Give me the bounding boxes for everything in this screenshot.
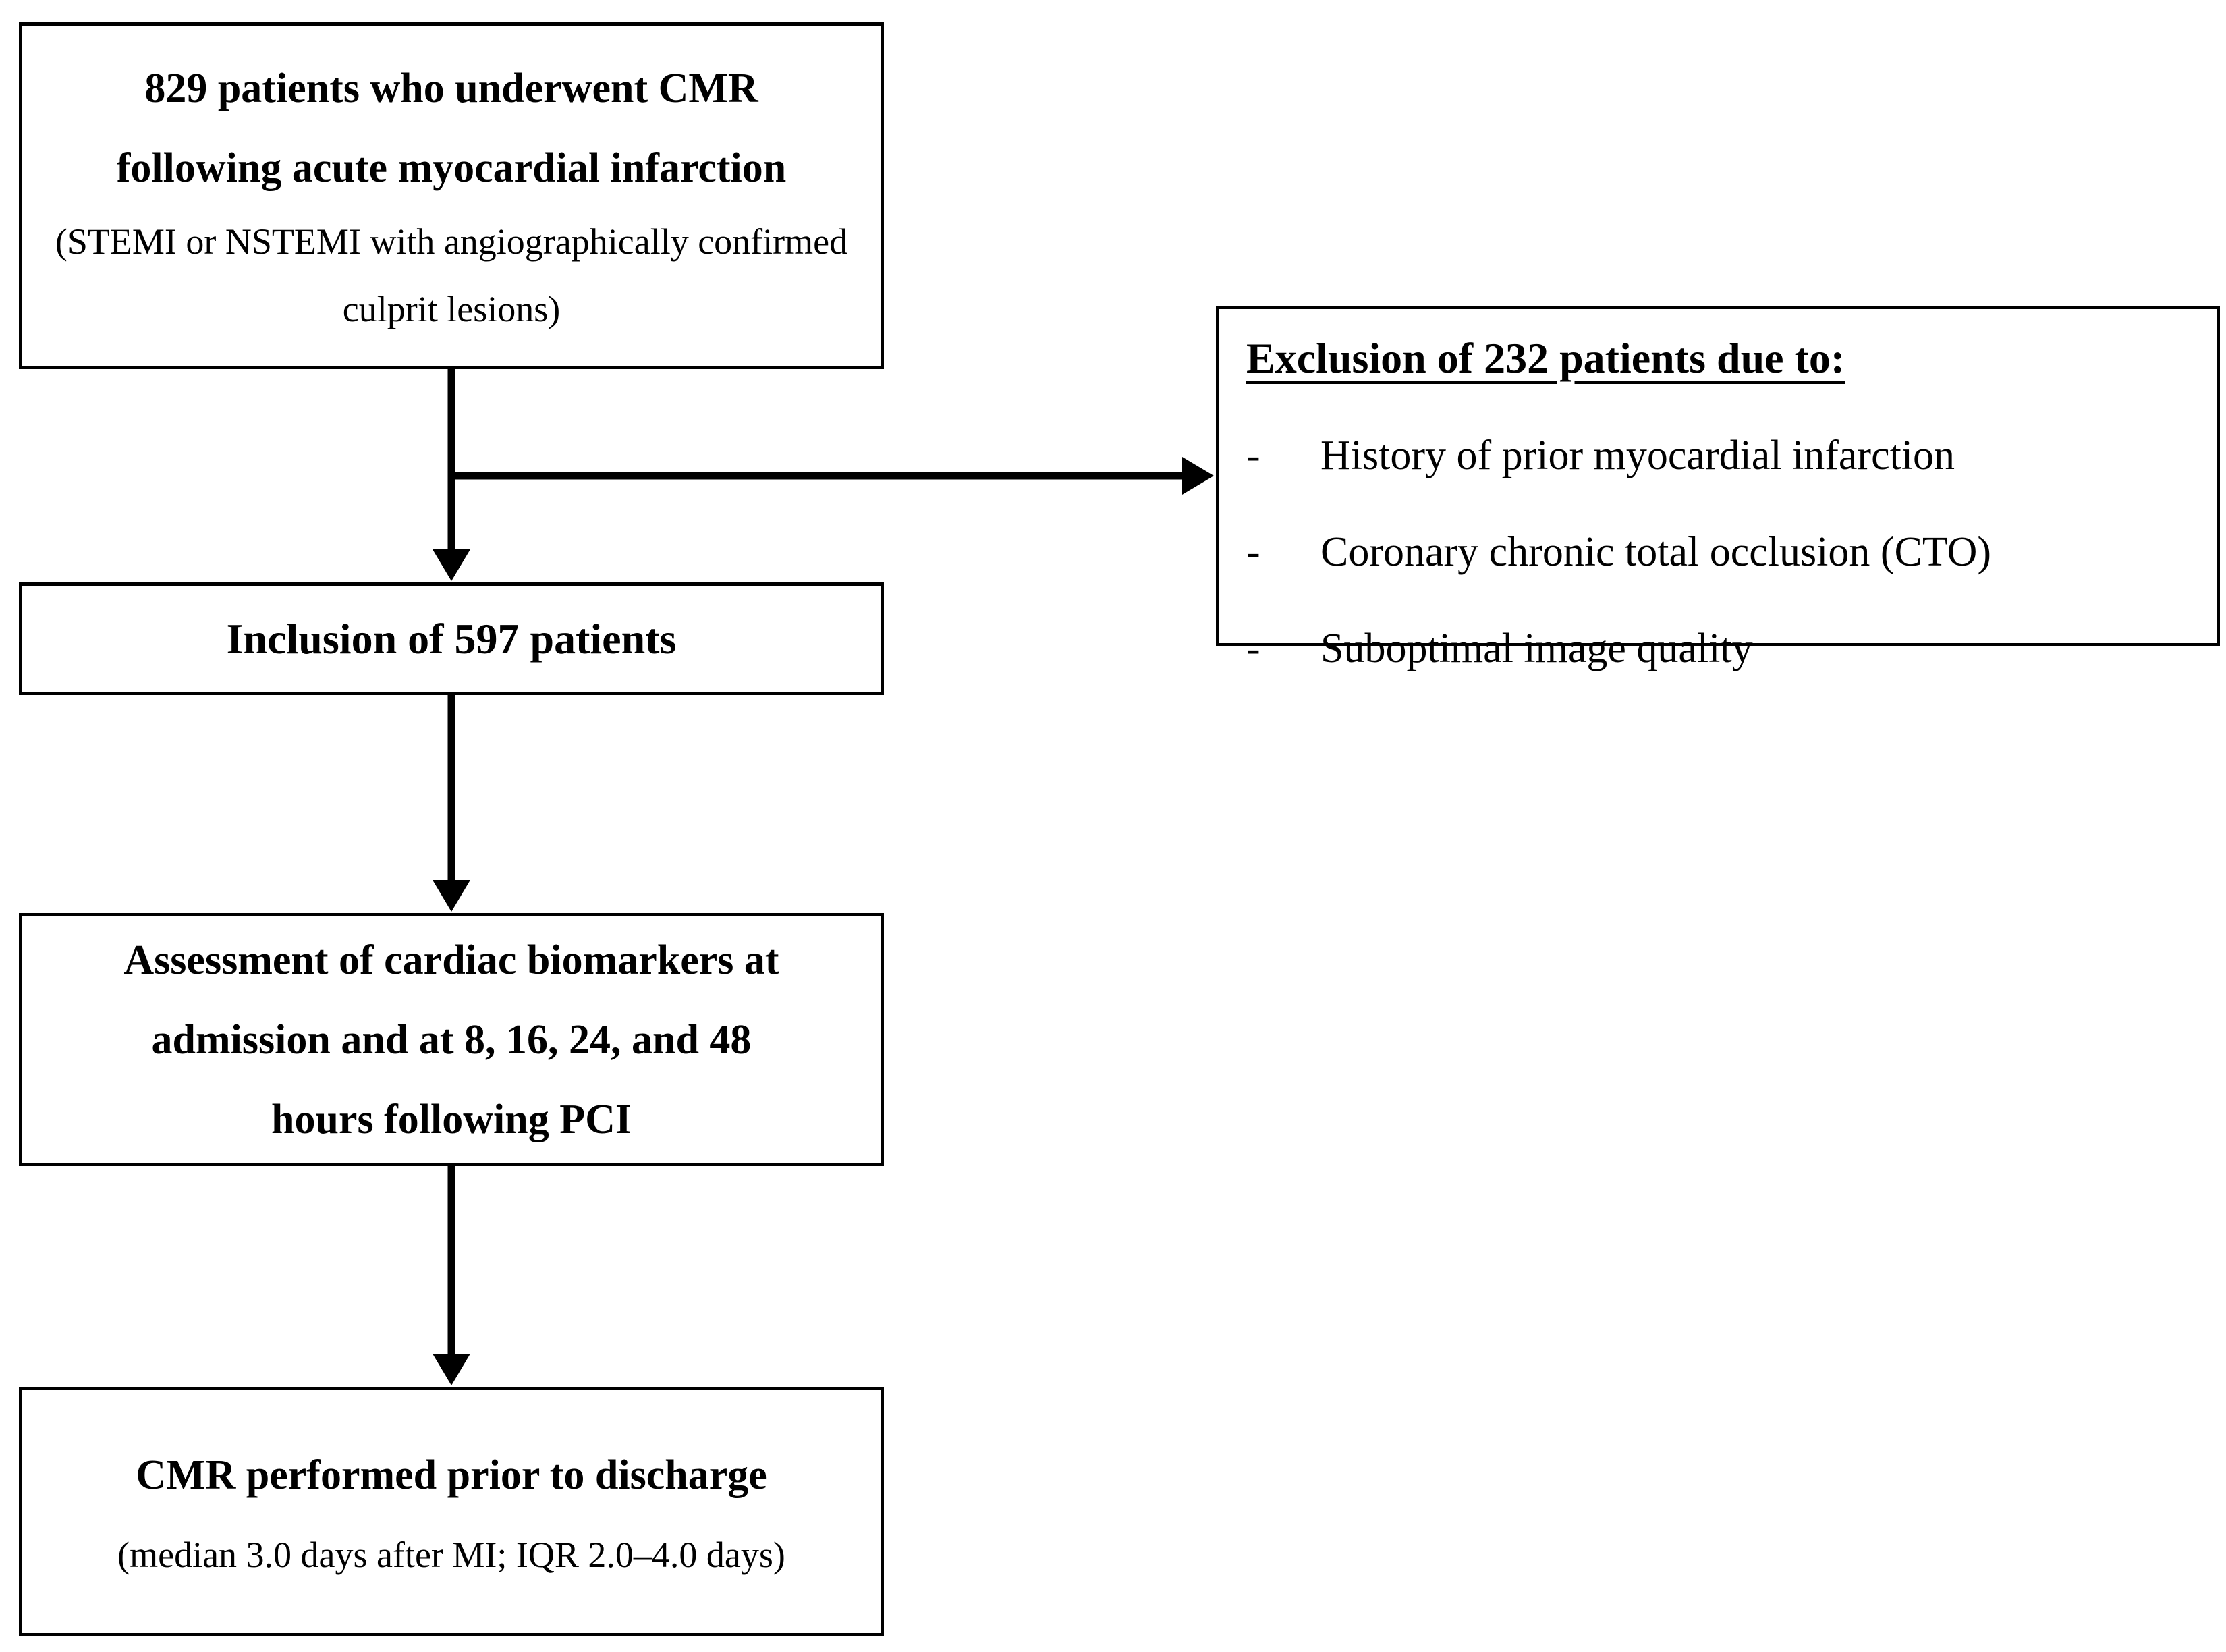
arrow-head-branch-to-exclusion	[1182, 457, 1214, 495]
initial-population-box	[19, 22, 884, 369]
exclusion-bullet-dash: -	[1246, 433, 1260, 478]
cmr-discharge-line1: CMR performed prior to discharge	[136, 1452, 767, 1498]
exclusion-item	[1246, 528, 2190, 576]
initial-population-line1: 829 patients who underwent CMR	[144, 65, 758, 111]
exclusion-item	[1246, 432, 2190, 480]
arrow-head-initial-to-inclusion	[433, 549, 470, 581]
exclusion-item	[1246, 625, 2190, 673]
exclusion-header: Exclusion of 232 patients due to:	[1246, 334, 1845, 382]
biomarker-assessment-line3: hours following PCI	[271, 1096, 632, 1142]
biomarker-assessment-line2: admission and at 8, 16, 24, and 48	[151, 1016, 752, 1063]
exclusion-item-label: Coronary chronic total occlusion (CTO)	[1320, 529, 1992, 575]
cmr-discharge-box	[19, 1387, 884, 1636]
inclusion-text: Inclusion of 597 patients	[226, 614, 677, 663]
exclusion-box	[1216, 306, 2220, 671]
exclusion-bullet-dash: -	[1246, 529, 1260, 575]
arrow-head-inclusion-to-assessment	[433, 880, 470, 912]
arrow-head-assessment-to-cmr	[433, 1354, 470, 1385]
exclusion-bullet-dash: -	[1246, 626, 1260, 671]
cmr-discharge-line2: (median 3.0 days after MI; IQR 2.0–4.0 days)	[117, 1535, 785, 1575]
initial-population-line3: (STEMI or NSTEMI with angiographically confirmed	[55, 221, 848, 262]
exclusion-item-label: Suboptimal image quality	[1320, 626, 1753, 671]
biomarker-assessment-line1: Assessment of cardiac biomarkers at	[123, 937, 779, 983]
initial-population-line4: culprit lesions)	[342, 289, 561, 329]
initial-population-line2: following acute myocardial infarction	[116, 145, 787, 191]
inclusion-box	[19, 582, 884, 695]
biomarker-assessment-box	[19, 913, 884, 1166]
exclusion-item-label: History of prior myocardial infarction	[1320, 433, 1955, 478]
